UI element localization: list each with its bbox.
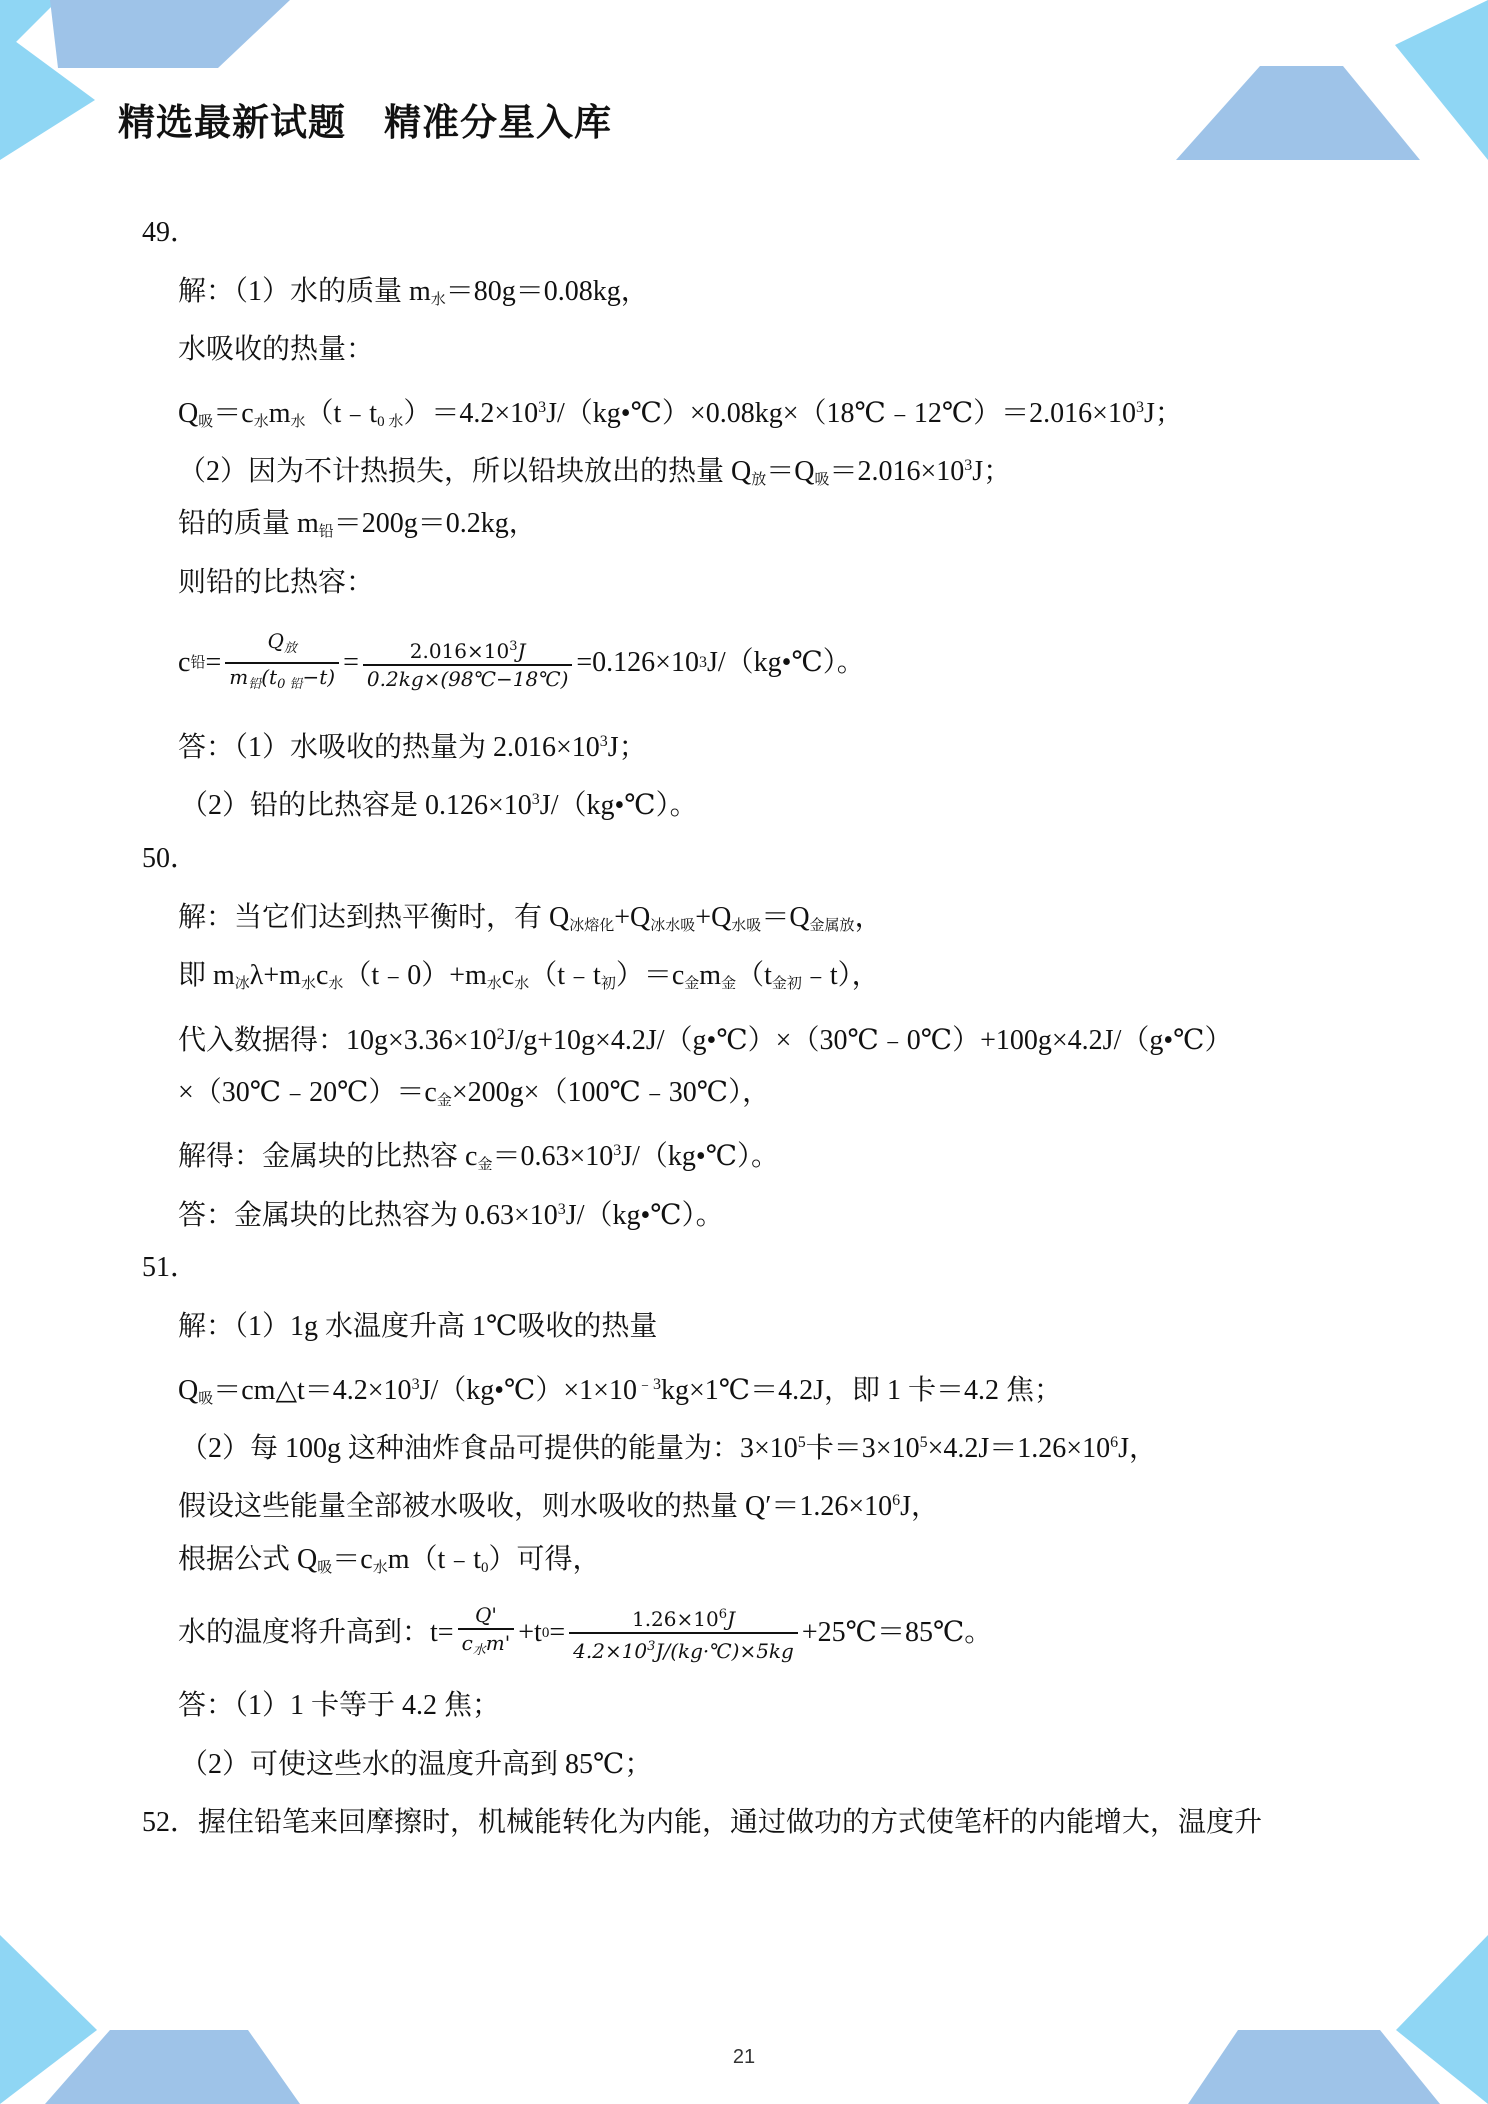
q49-formula-line: c 铅 = $\frac{Q_放}{m_铅(t_{0 铅}-t)}$ = $\frac{2.016\times 10^3J}{0.2kg\times(98℃-18℃)}$ =0.126×10 3 J/（kg•℃）。	[178, 618, 865, 708]
q49-line-1: 解：（1）水的质量 $m_水=80g=0.08kg$，	[178, 276, 649, 308]
q51-formula-line: 水的温度将升高到：t= $\frac{Q'}{c_水m'}$ +t 0 = $\frac{1.26\times 10^6J}{4.2\times 10^3J/(kg\cdot℃)\times 5kg}$ +25℃＝85℃。	[178, 1603, 993, 1663]
q51-line-4: 假设这些能量全部被水吸收，则水吸收的热量 $Q'=1.26\times 10^6J$，	[178, 1491, 940, 1522]
page-number: 21	[732, 2046, 756, 2068]
q51-line-1: 解：（1）1g 水温度升高 1℃吸收的热量	[178, 1311, 658, 1342]
q50-line-3: 代入数据得：$10g\times 3.36\times 10^2J/g+10g\times 4.2J/(g•℃)\times(30℃﹣0℃)+100g\times 4.2J/(g•℃)$	[178, 1025, 1233, 1056]
fraction-numeric: $\frac{2.016\times 10^3J}{0.2kg\times(98℃-18℃)}$	[363, 634, 573, 692]
q50-answer: 答：金属块的比热容为 $0.63\times 10^3J/(kg•℃)$。	[178, 1200, 724, 1231]
q50-line-5: 解得：金属块的比热容 $c_金=0.63\times 10^3J/(kg•℃)$。	[178, 1141, 780, 1173]
trapezoid-top-left	[50, 0, 290, 68]
q49-line-5: 铅的质量 $m_铅=200g=0.2kg$，	[178, 508, 537, 540]
q50-line-2: 即 $m_冰\lambda+m_水c_水(t﹣0)+m_水c_水(t﹣t_初)=c_金m_金(t_{金初}﹣t)$，	[178, 960, 880, 992]
q49-answer-1: 答：（1）水吸收的热量为 $2.016\times 10^3J$；	[178, 732, 647, 763]
fraction-q-over-cm: $\frac{Q'}{c_水m'}$	[458, 1602, 515, 1664]
q51-answer-2: （2）可使这些水的温度升高到 85℃；	[180, 1749, 653, 1780]
q51-answer-1: 答：（1）1 卡等于 4.2 焦；	[178, 1690, 501, 1721]
q49-line-4: （2）因为不计热损失，所以铅块放出的热量 $Q_放=Q_吸=2.016\times 10^3J$；	[178, 456, 1012, 488]
q50-line-4: $\times(30℃﹣20℃)=c_金\times 200g\times(100℃﹣30℃)$，	[178, 1077, 771, 1109]
q49-line-3: $Q_吸=c_水m_水(t﹣t_{0 水})=4.2\times 10^3J/(kg•℃)\times 0.08kg\times(18℃﹣12℃)=2.016\times 10^3J$；	[178, 398, 1183, 430]
q49-line-2: 水吸收的热量：	[178, 334, 375, 365]
q49-answer-2: （2）铅的比热容是 $0.126\times 10^3J/(kg•℃)$。	[180, 790, 698, 821]
question-number-51: 51．	[142, 1252, 199, 1283]
q51-line-2: $Q_吸=cm\triangle t=4.2\times 10^3J/(kg•℃)\times 1\times 10^{﹣3}kg\times 1℃=4.2J$，即 1 卡＝4.2 焦；	[178, 1375, 1062, 1407]
q49-line-6: 则铅的比热容：	[178, 567, 375, 598]
fraction-q-over-m: $\frac{Q_放}{m_铅(t_{0 铅}-t)}$	[225, 628, 339, 698]
header-title: 精选最新试题 精准分星入库	[118, 101, 612, 144]
triangle-top-right	[1395, 0, 1488, 160]
trapezoid-top-right	[1176, 66, 1420, 160]
q51-line-3: （2）每 100g 这种油炸食品可提供的能量为：$3\times 10^5$卡$=3\times 10^5\times 4.2J=1.26\times 10^6J$，	[180, 1433, 1157, 1464]
question-number-49: 49．	[142, 217, 199, 248]
q50-line-1: 解：当它们达到热平衡时，有 $Q_{冰熔化}+Q_{冰水吸}+Q_{水吸}=Q_{金属放}$，	[178, 902, 883, 934]
question-52-line: 52．握住铅笔来回摩擦时，机械能转化为内能，通过做功的方式使笔杆的内能增大，温度升	[142, 1807, 1263, 1838]
q51-line-5: 根据公式 $Q_吸=c_水m(t﹣t_0)$可得，	[178, 1544, 601, 1576]
question-number-50: 50．	[142, 843, 199, 874]
fraction-energy-over-mass: $\frac{1.26\times 10^6J}{4.2\times 10^3J/(kg\cdot℃)\times 5kg}$	[569, 1602, 798, 1664]
